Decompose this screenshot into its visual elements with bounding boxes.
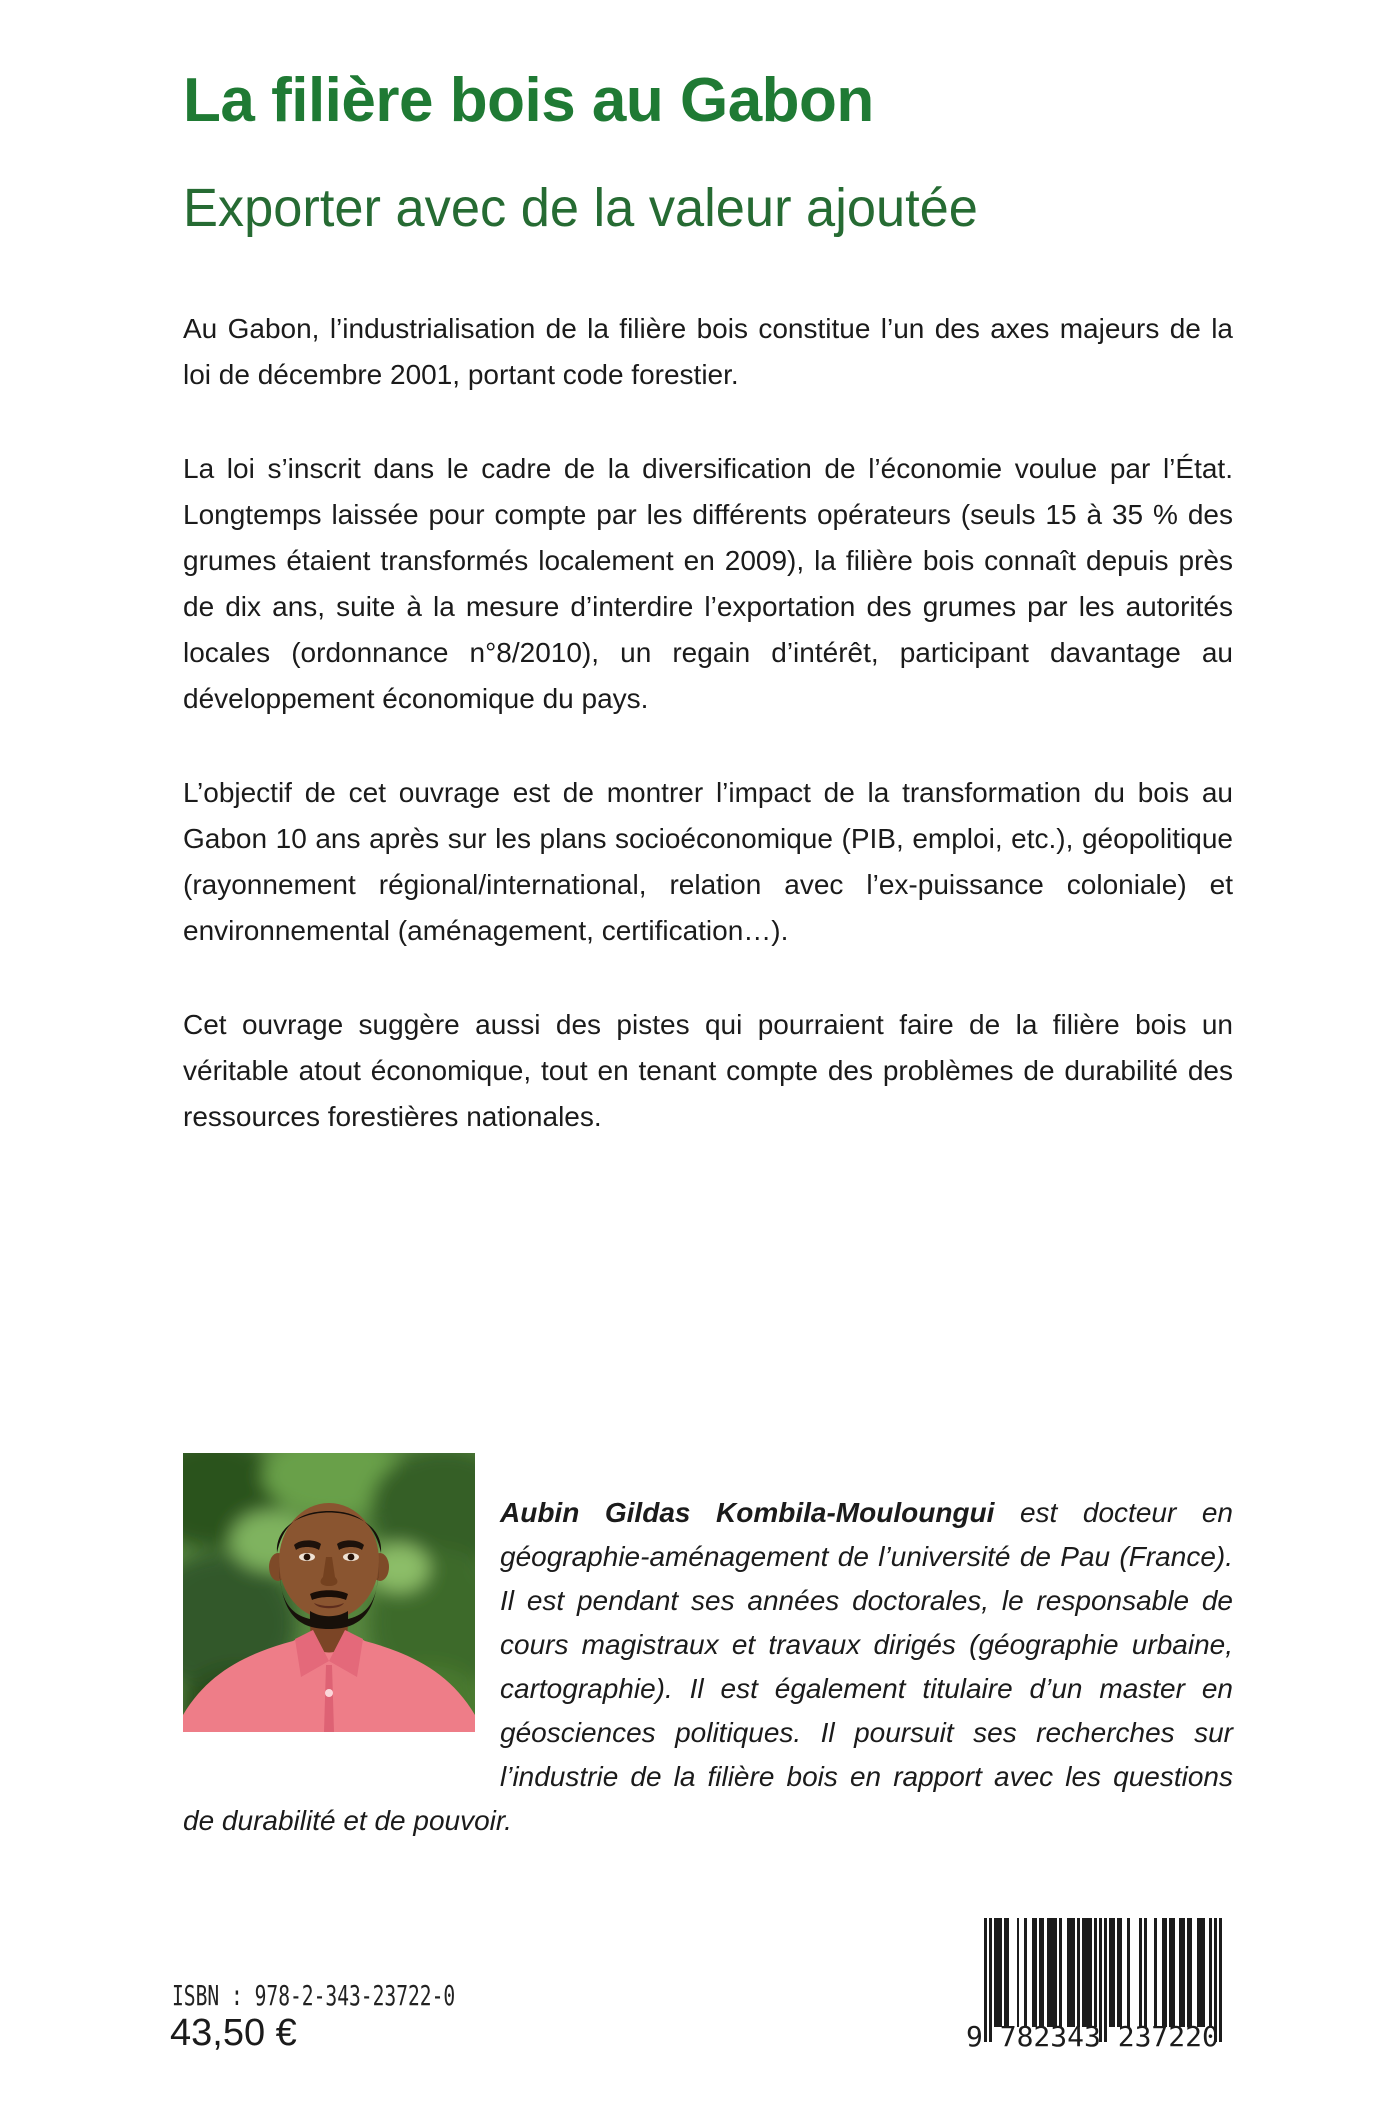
barcode-bar <box>1127 1918 1130 2027</box>
barcode-bar <box>999 1918 1002 2027</box>
barcode-bar <box>1144 1918 1147 2027</box>
synopsis-paragraph-3: L’objectif de cet ouvrage est de montrer l’impact de la transformation du bois au Gabon 10 ans après sur les plans socioéconomique (PIB, emploi, etc.), géopolitique (rayonnement régional/international, relation avec l’ex-puissance coloniale) et environnemental (aménagement, certification…). <box>183 777 1233 946</box>
synopsis <box>183 306 1233 1188</box>
barcode-digits: 9 782343 237220 <box>966 2020 1219 2053</box>
barcode-bar <box>1119 1918 1122 2027</box>
barcode-bar <box>1007 1918 1010 2027</box>
barcode-bar <box>1139 1918 1142 2027</box>
isbn-label: ISBN : 978-2-343-23722-0 <box>172 1979 456 2012</box>
barcode-bar <box>1112 1918 1115 2027</box>
barcode-bar <box>1189 1918 1192 2027</box>
barcode-bar <box>1094 1918 1097 2027</box>
barcode-bar <box>1054 1918 1057 2027</box>
barcode-bar <box>1059 1918 1062 2027</box>
author-portrait-illustration <box>183 1453 475 1732</box>
barcode-bar <box>1209 1918 1212 2027</box>
author-photo <box>183 1453 475 1732</box>
barcode-bar <box>1182 1918 1185 2027</box>
synopsis-paragraph-1: Au Gabon, l’industrialisation de la filière bois constitue l’un des axes majeurs de la loi de décembre 2001, portant code forestier. <box>183 313 1233 390</box>
barcode-bar <box>1017 1918 1020 2027</box>
author-bio-section <box>183 1453 1233 1843</box>
author-bio-text: est docteur en géographie-aménagement de l’université de Pau (France). Il est pendant ses années doctorales, le responsable de cours magistraux et travaux dirigés (géographie urbaine, cartographie). Il est également titulaire d’un master en géosciences politiques. Il poursuit ses recherches sur l’industrie de la filière bois en rapport avec les questions de durabilité et de pouvoir. <box>183 1497 1234 1836</box>
barcode-bar <box>1164 1918 1167 2027</box>
barcode-bar <box>1154 1918 1157 2027</box>
ean13-barcode <box>966 1918 1222 2056</box>
barcode-bar <box>1024 1918 1027 2027</box>
barcode-bar <box>1072 1918 1075 2027</box>
author-name: Aubin Gildas Kombila-Mouloungui <box>500 1497 995 1528</box>
barcode-bar <box>1034 1918 1037 2027</box>
price-label: 43,50 € <box>170 2012 297 2054</box>
shirt-button <box>325 1689 333 1697</box>
barcode-bar <box>1089 1918 1092 2027</box>
synopsis-paragraph-2: La loi s’inscrit dans le cadre de la diversification de l’économie voulue par l’État. Longtemps laissée pour compte par les différents opérateurs (seuls 15 à 35 % des grumes étaient transformés localement en 2009), la filière bois connaît depuis près de dix ans, suite à la mesure d’interdire l’exportation des grumes par les autorités locales (ordonnance n°8/2010), un regain d’intérêt, participant davantage au développement économique du pays. <box>183 453 1233 714</box>
barcode-bar <box>1202 1918 1205 2027</box>
book-subtitle: Exporter avec de la valeur ajoutée <box>183 178 978 238</box>
barcode-bar <box>1042 1918 1045 2027</box>
barcode-bar <box>1077 1918 1080 2027</box>
barcode-bar <box>1172 1918 1175 2027</box>
synopsis-paragraph-4: Cet ouvrage suggère aussi des pistes qui pourraient faire de la filière bois un véritable atout économique, tout en tenant compte des problèmes de durabilité des ressources forestières nationales. <box>183 1009 1233 1132</box>
book-title: La filière bois au Gabon <box>183 66 874 135</box>
